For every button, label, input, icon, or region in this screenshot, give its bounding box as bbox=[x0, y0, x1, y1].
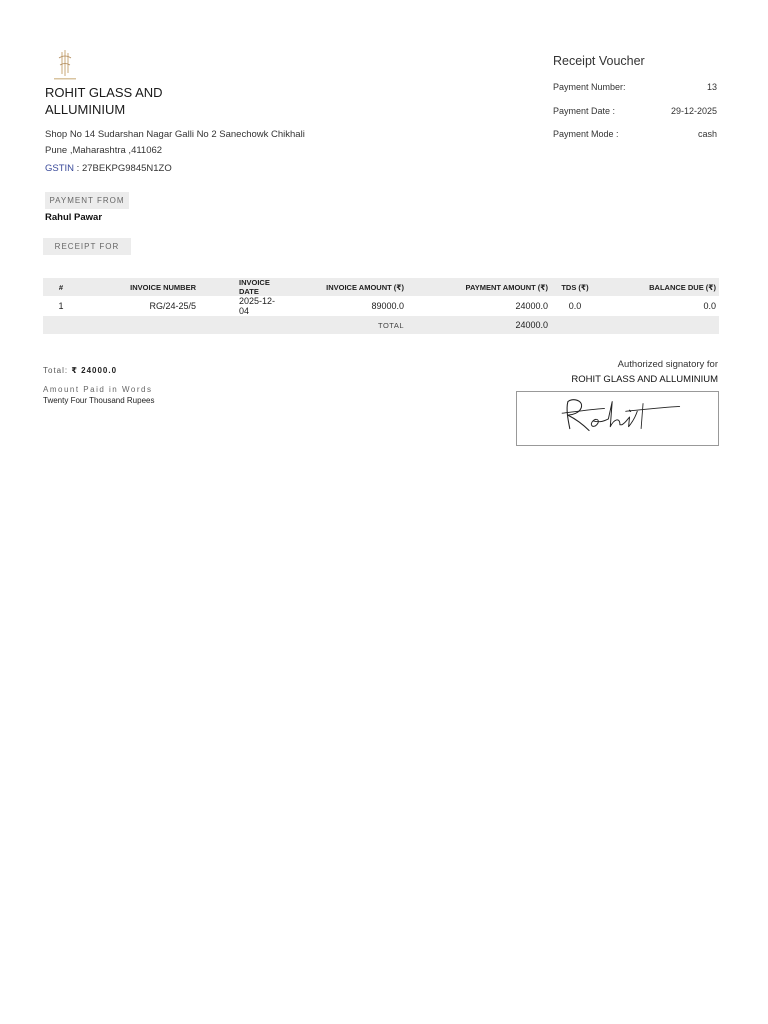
header-payment-amount: PAYMENT AMOUNT (₹) bbox=[407, 278, 551, 296]
customer-name: Rahul Pawar bbox=[45, 212, 103, 223]
company-address bbox=[45, 127, 365, 158]
header-balance-due: BALANCE DUE (₹) bbox=[599, 278, 719, 296]
company-gstin bbox=[45, 163, 172, 174]
cell-invoice-number: RG/24-25/5 bbox=[149, 301, 196, 311]
receipt-for-tag: RECEIPT FOR bbox=[43, 238, 131, 255]
payment-date-label: Payment Date : bbox=[553, 106, 616, 116]
gstin-value: : 27BEKPG9845N1ZO bbox=[74, 163, 172, 174]
header-tds: TDS (₹) bbox=[551, 278, 599, 296]
total-amount-label: Total: bbox=[43, 366, 72, 375]
cell-balance-due: 0.0 bbox=[703, 301, 716, 311]
table-header-row bbox=[43, 278, 719, 296]
payment-number-value: 13 bbox=[706, 82, 717, 92]
gstin-label: GSTIN bbox=[45, 163, 75, 174]
total-payment-amount: 24000.0 bbox=[407, 316, 551, 334]
cell-payment-amount: 24000.0 bbox=[515, 301, 548, 311]
amount-in-words-value: Twenty Four Thousand Rupees bbox=[43, 396, 155, 405]
cell-tds: 0.0 bbox=[568, 301, 582, 311]
table-total-row bbox=[43, 316, 719, 334]
total-label: TOTAL bbox=[285, 316, 407, 334]
header-index: # bbox=[43, 278, 79, 296]
signature-icon bbox=[517, 392, 718, 445]
cell-index: 1 bbox=[58, 301, 64, 311]
address-line-1: Shop No 14 Sudarshan Nagar Galli No 2 Sanechowk Chikhali bbox=[45, 129, 305, 140]
address-line-2: Pune ,Maharashtra ,411062 bbox=[45, 144, 163, 156]
payment-number-row bbox=[553, 82, 717, 92]
total-amount bbox=[43, 366, 117, 375]
cell-invoice-date: 2025-12-04 bbox=[239, 296, 276, 316]
amount-in-words-label: Amount Paid in Words bbox=[43, 385, 153, 394]
cell-invoice-amount: 89000.0 bbox=[371, 301, 404, 311]
table-row bbox=[43, 296, 719, 316]
payment-date-value: 29-12-2025 bbox=[670, 106, 717, 116]
header-invoice-amount: INVOICE AMOUNT (₹) bbox=[285, 278, 407, 296]
payment-from-tag: PAYMENT FROM bbox=[45, 192, 129, 209]
signatory-company: ROHIT GLASS AND ALLUMINIUM bbox=[571, 374, 718, 385]
company-logo-icon bbox=[50, 48, 80, 82]
voucher-title: Receipt Voucher bbox=[553, 54, 645, 68]
payment-mode-label: Payment Mode : bbox=[553, 129, 619, 139]
payment-mode-row bbox=[553, 129, 717, 139]
company-name: ROHIT GLASS AND ALLUMINIUM bbox=[45, 85, 163, 117]
total-amount-value: ₹ 24000.0 bbox=[71, 366, 118, 375]
invoice-table bbox=[43, 278, 719, 334]
signature-box bbox=[516, 391, 719, 446]
header-invoice-number: INVOICE NUMBER bbox=[79, 278, 199, 296]
header-invoice-date: INVOICE DATE bbox=[199, 278, 285, 296]
payment-mode-value: cash bbox=[697, 129, 717, 139]
payment-number-label: Payment Number: bbox=[553, 82, 626, 92]
payment-date-row bbox=[553, 106, 717, 116]
authorized-signatory-label: Authorized signatory for bbox=[617, 359, 718, 370]
